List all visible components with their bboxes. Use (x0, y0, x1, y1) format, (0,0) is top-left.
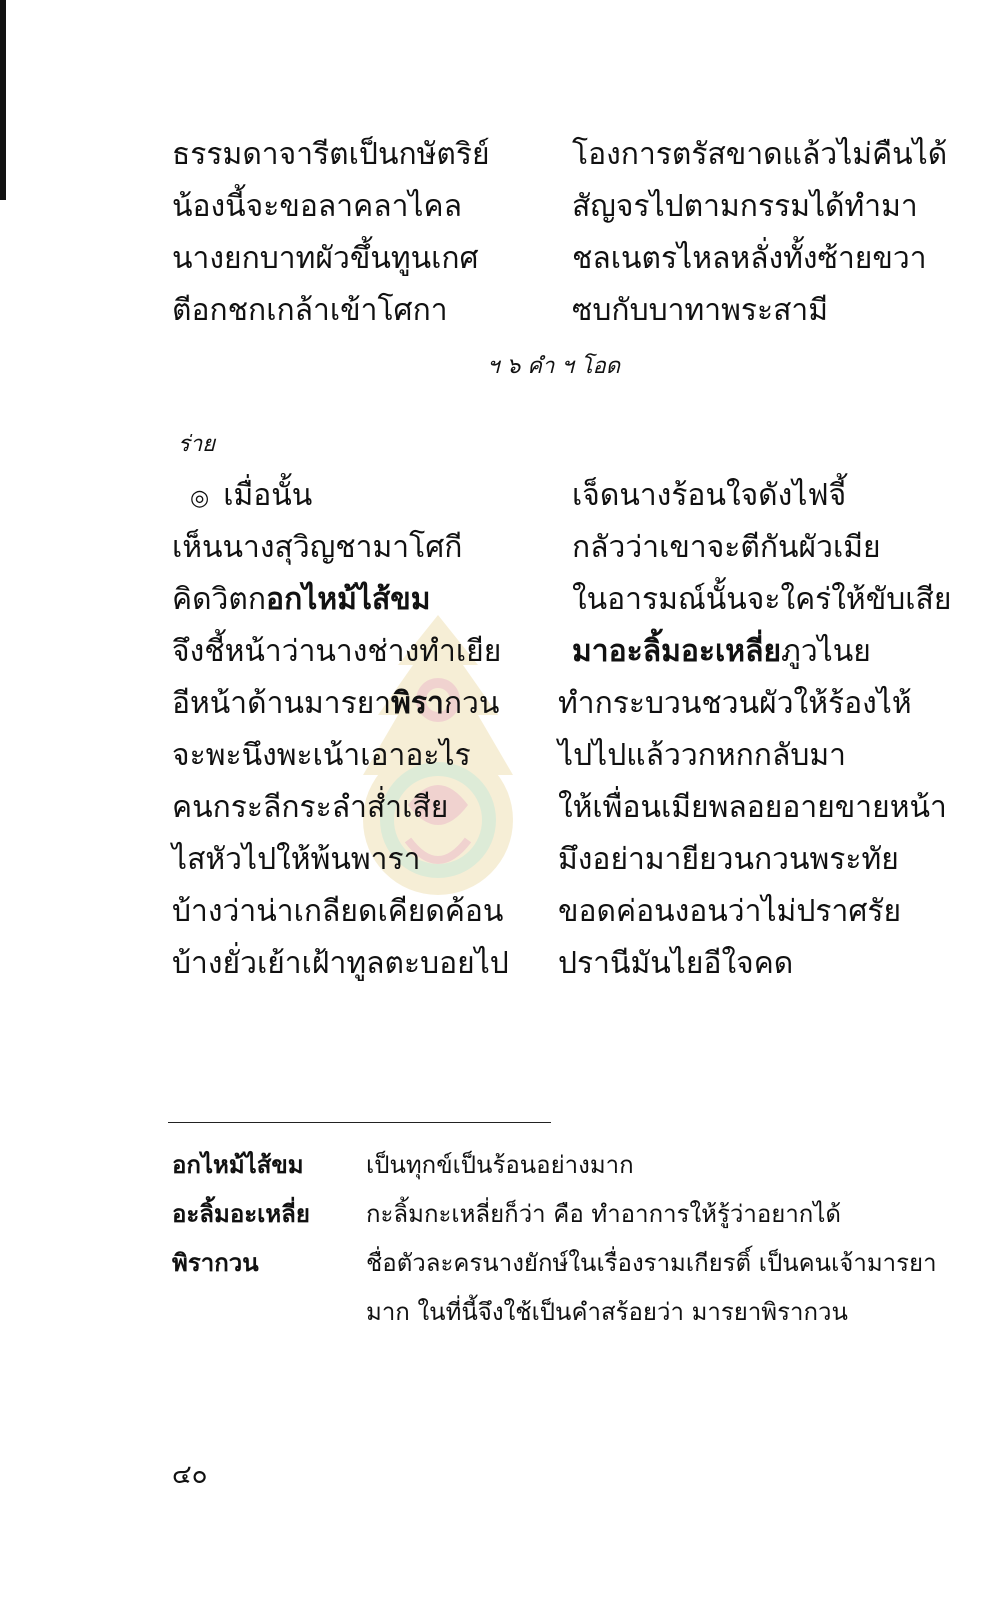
rai-label: ร่าย (178, 432, 216, 457)
verse-right: ไปไปแล้ววกหกกลับมา (558, 738, 846, 773)
verse-right: สัญจรไปตามกรรมได้ทำมา (572, 189, 918, 224)
verse-right: กลัวว่าเขาจะตีกันผัวเมีย (572, 530, 881, 565)
footnote-definition-continued: มาก ในที่นี้จึงใช้เป็นคำสร้อยว่า มารยาพิรากวน (366, 1298, 848, 1326)
verse-row (0, 522, 992, 574)
verse-left: จะพะนึงพะเน้าเอาอะไร (172, 738, 471, 773)
verse-row (0, 129, 992, 181)
melody-marker: ฯ ๖ คำ ฯ โอด (487, 354, 621, 379)
verse-right: ซบกับบาทาพระสามี (572, 293, 829, 328)
verse-row (0, 730, 992, 782)
verse-right: ปรานีมันไยอีใจคด (558, 946, 794, 981)
bullet-symbol: ◎ (190, 486, 210, 511)
verse-right: มึงอย่ามายียวนกวนพระทัย (558, 842, 899, 877)
verse-opening: เมื่อนั้น (223, 478, 313, 513)
verse-left: อีหน้าด้านมารยาพิรากวน (172, 686, 500, 721)
verse-row (0, 285, 992, 337)
verse-left: บ้างว่าน่าเกลียดเคียดค้อน (172, 894, 504, 929)
glossed-term: อกไหม้ไส้ขม (266, 582, 431, 617)
footnote-definition: กะลิ้มกะเหลี่ยก็ว่า คือ ทำอาการให้รู้ว่าอยากได้ (366, 1200, 841, 1228)
verse-left: ตีอกชกเกล้าเข้าโศกา (172, 293, 448, 328)
verse-row (0, 626, 992, 678)
footnote-definition: เป็นทุกข์เป็นร้อนอย่างมาก (366, 1151, 634, 1179)
verse-row (0, 574, 992, 626)
verse-right: ขอดค่อนงอนว่าไม่ปราศรัย (558, 894, 902, 929)
verse-left (190, 470, 312, 525)
verse-left: ธรรมดาจารีตเป็นกษัตริย์ (172, 137, 490, 172)
footnote-term: พิรากวน (172, 1248, 259, 1277)
verse-left: เห็นนางสุวิญชามาโศกี (172, 530, 463, 565)
page-number: ๔๐ (172, 1460, 208, 1490)
glossed-term: พิรา (391, 686, 444, 721)
verse-left: ไสหัวไปให้พ้นพารา (172, 842, 421, 877)
verse-right: ชลเนตรไหลหลั่งทั้งซ้ายขวา (572, 241, 927, 276)
footnote-definition: ชื่อตัวละครนางยักษ์ในเรื่องรามเกียรติ์ เป็นคนเจ้ามารยา (366, 1249, 937, 1277)
verse-right: ทำกระบวนชวนผัวให้ร้องไห้ (558, 686, 912, 721)
verse-row (0, 470, 992, 522)
verse-left: คนกระลีกระลำส่ำเสีย (172, 790, 449, 825)
verse-row (0, 834, 992, 886)
footnote-term: อกไหม้ไส้ขม (172, 1150, 304, 1179)
verse-left: จึงชี้หน้าว่านางช่างทำเยีย (172, 634, 502, 669)
verse-row (0, 678, 992, 730)
verse-right: ในอารมณ์นั้นจะใคร่ให้ขับเสีย (572, 582, 952, 617)
footnote-term: อะลิ้มอะเหลี่ย (172, 1199, 310, 1228)
verse-row (0, 938, 992, 990)
verse-right: โองการตรัสขาดแล้วไม่คืนได้ (572, 137, 948, 172)
verse-right: เจ็ดนางร้อนใจดังไฟจี้ (572, 478, 847, 513)
verse-row (0, 782, 992, 834)
verse-left: นางยกบาทผัวขึ้นทูนเกศ (172, 241, 479, 276)
verse-right: มาอะลิ้มอะเหลี่ยภูวไนย (572, 634, 871, 669)
footnote-divider (168, 1122, 551, 1123)
verse-left: น้องนี้จะขอลาคลาไคล (172, 189, 462, 224)
verse-left: บ้างยั่วเย้าเฝ้าทูลตะบอยไป (172, 946, 509, 981)
verse-row (0, 886, 992, 938)
verse-row (0, 233, 992, 285)
glossed-term: มาอะลิ้มอะเหลี่ย (572, 634, 782, 669)
verse-right: ให้เพื่อนเมียพลอยอายขายหน้า (558, 790, 947, 825)
verse-row (0, 181, 992, 233)
verse-left: คิดวิตกอกไหม้ไส้ขม (172, 582, 431, 617)
